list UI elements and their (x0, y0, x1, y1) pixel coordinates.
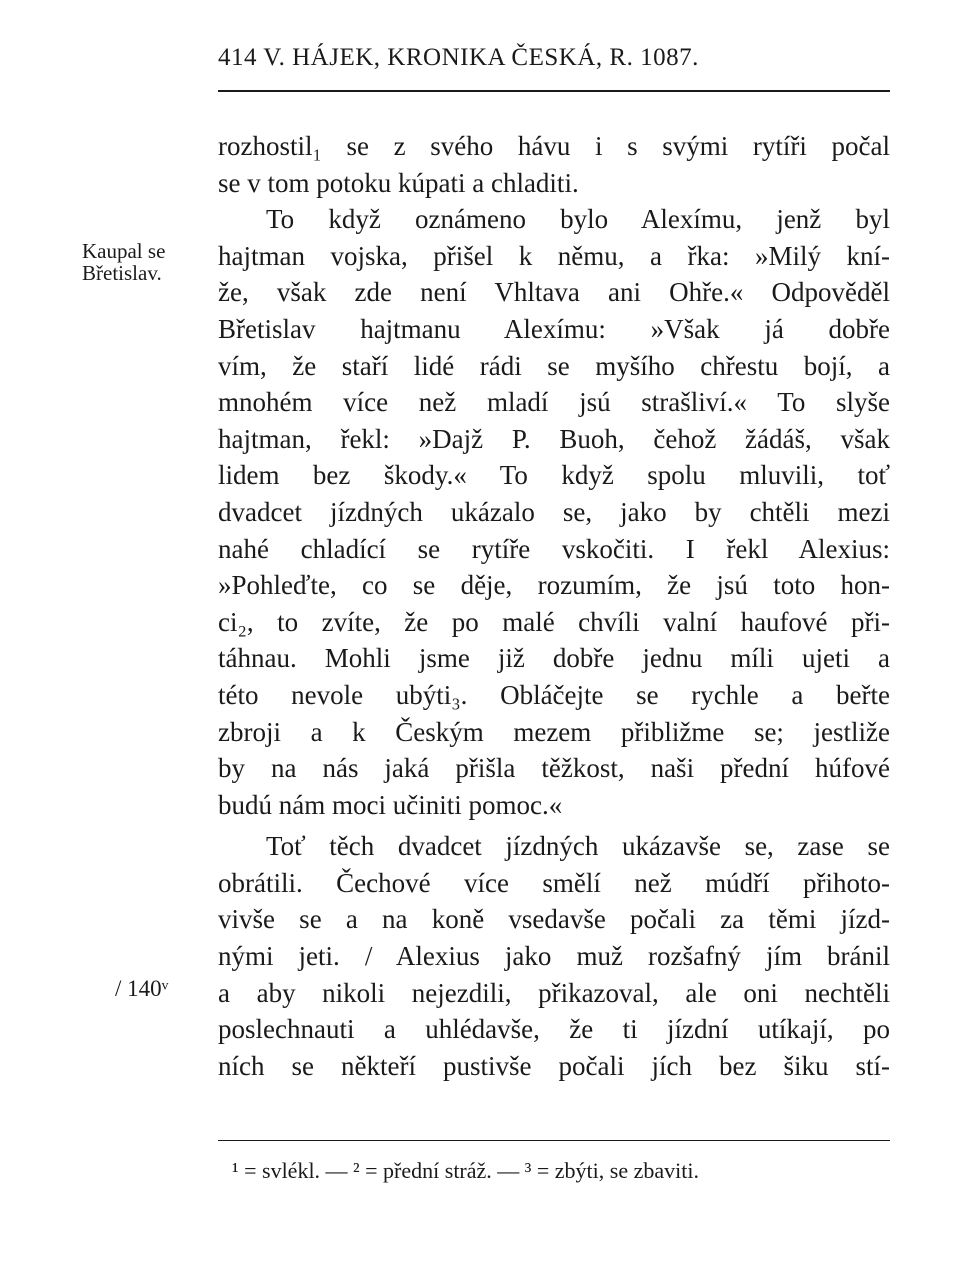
text-line: by na nás jaká přišla těžkost, naši přední húfové (218, 753, 890, 784)
text-line: budú nám moci učiniti pomoc.« (218, 789, 563, 820)
text-line: hajtman, řekl: »Dajž P. Buoh, čehož žádáš, však (218, 423, 890, 454)
text-line: lidem bez škody.« To když spolu mluvili, toť (218, 460, 890, 491)
text-line: nými jeti. / Alexius jako muž rozšafný jím bránil (218, 941, 890, 972)
text-line: hajtman vojska, přišel k němu, a řka: »Milý kní- (218, 240, 890, 271)
text-line: ci₂, to zvíte, že po malé chvíli valní haufové při- (218, 606, 890, 637)
text-line: mnohém více než mladí jsú strašliví.« To slyše (218, 387, 890, 418)
text-line: této nevole ubýti₃. Obláčejte se rychle a beřte (218, 679, 890, 710)
margin-note-folio: / 140ᵛ (115, 976, 169, 1001)
text-line: dvadcet jízdných ukázalo se, jako by chtěli mezi (218, 496, 890, 527)
text-line: To když oznámeno bylo Alexímu, jenž byl (266, 204, 890, 235)
margin-note-kaupal (82, 240, 165, 284)
text-line: že, však zde není Vhltava ani Ohře.« Odpověděl (218, 277, 890, 308)
text-line: táhnau. Mohli jsme již dobře jednu míli ujeti a (218, 643, 890, 674)
text-line: se v tom potoku kúpati a chladiti. (218, 167, 579, 198)
text-line: vím, že staří lidé rádi se myšího chřestu bojí, a (218, 350, 890, 381)
text-line: Břetislav hajtmanu Alexímu: »Však já dobře (218, 313, 890, 344)
text-line: a aby nikoli nejezdili, přikazoval, ale oni nechtěli (218, 977, 890, 1008)
main-text (218, 128, 890, 1084)
text-line: vivše se a na koně vsedavše počali za těmi jízd- (218, 904, 890, 935)
text-line: nahé chladící se rytíře vskočiti. I řekl Alexius: (218, 533, 890, 564)
footnote-rule (218, 1140, 890, 1141)
text-line: poslechnauti a uhlédavše, že ti jízdní utíkají, po (218, 1014, 890, 1045)
text-line: ních se někteří pustivše počali jích bez šiku stí- (218, 1050, 890, 1081)
margin-note-line: Kaupal se (82, 239, 166, 263)
header-rule (218, 90, 890, 92)
footnotes: ¹ = svlékl. — ² = přední stráž. — ³ = zbýti, se zbaviti. (232, 1158, 699, 1183)
text-line: obrátili. Čechové více smělí než múdří přihoto- (218, 867, 890, 898)
text-line: zbroji a k Českým mezem přibližme se; jestliže (218, 716, 890, 747)
text-line: Toť těch dvadcet jízdných ukázavše se, zase se (266, 831, 890, 862)
running-header: 414 V. HÁJEK, KRONIKA ČESKÁ, R. 1087. (218, 44, 699, 71)
text-line: »Pohleďte, co se děje, rozumím, že jsú toto hon- (218, 570, 890, 601)
text-line: rozhostil₁ se z svého hávu i s svými rytíři počal (218, 131, 890, 161)
margin-note-line: Břetislav. (82, 261, 162, 285)
